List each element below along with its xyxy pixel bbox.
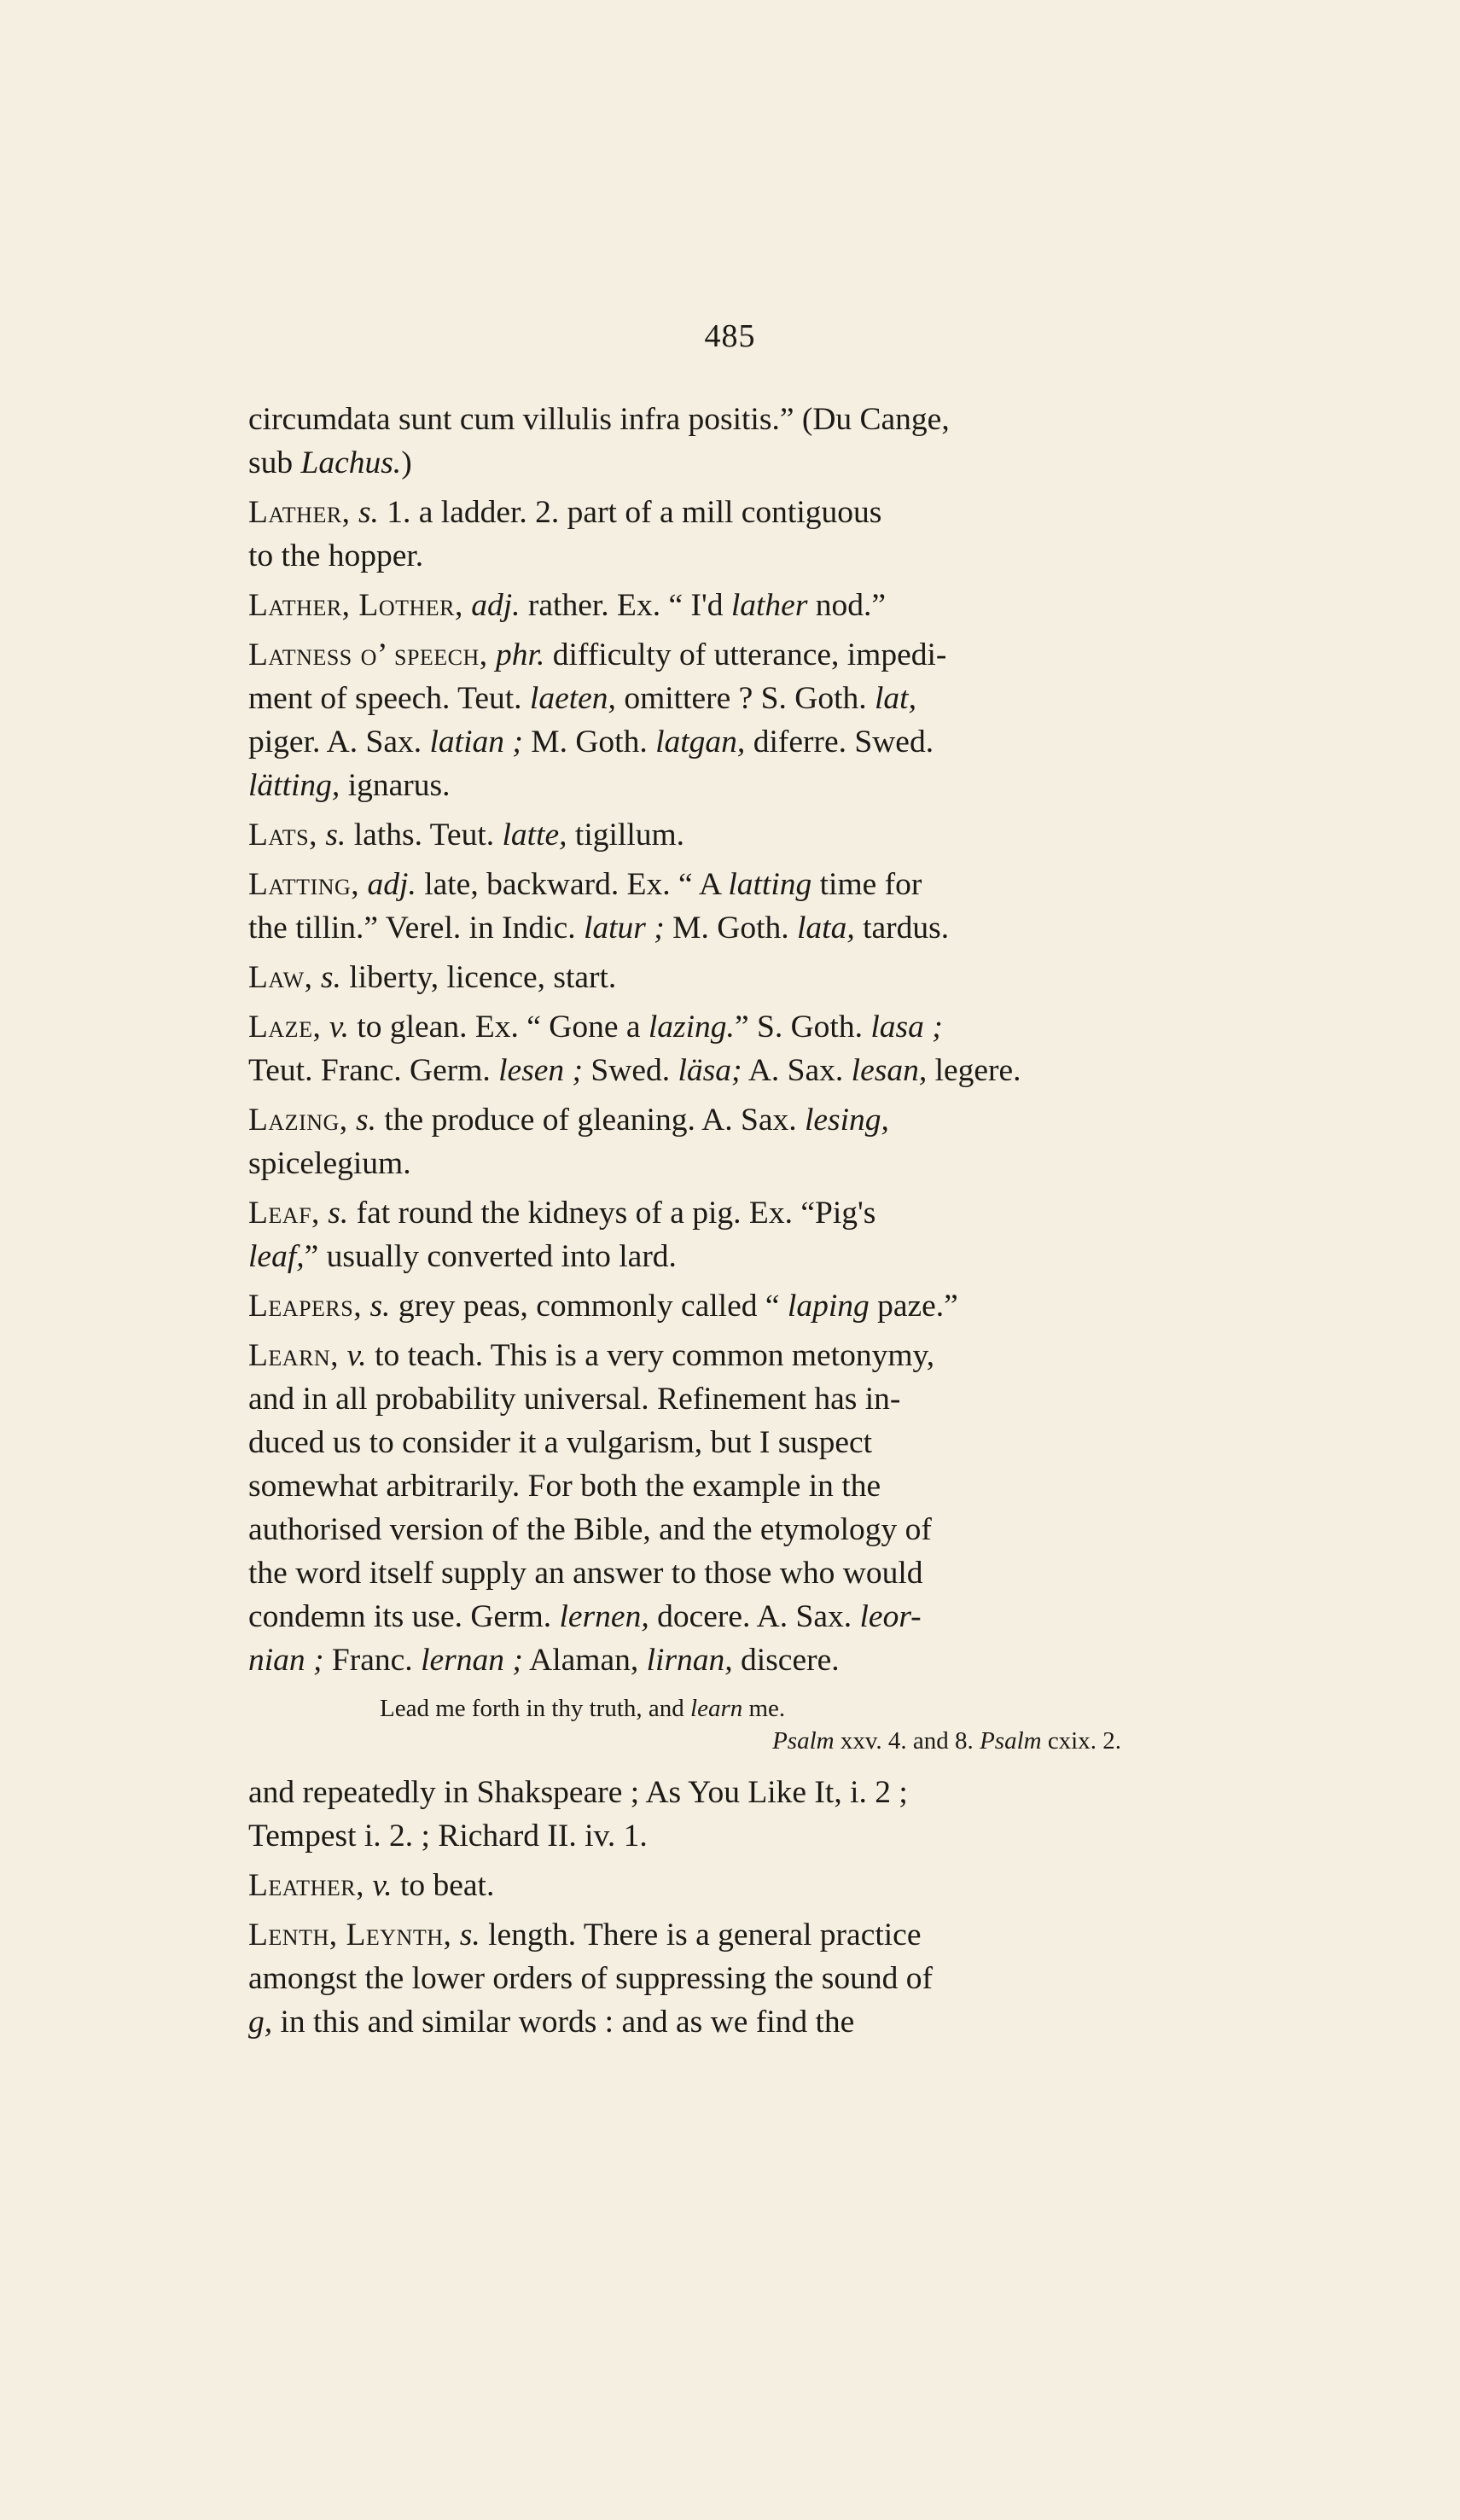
italic-run: latur ; bbox=[583, 911, 665, 946]
text-run: xxv. 4. and 8. bbox=[834, 1727, 980, 1755]
part-of-speech: v. bbox=[346, 1338, 367, 1373]
entry-law bbox=[248, 956, 1140, 999]
page-number: 485 bbox=[704, 318, 756, 354]
italic-run: g, bbox=[248, 2005, 273, 2040]
part-of-speech: s. bbox=[369, 1289, 391, 1324]
part-of-speech: s. bbox=[320, 960, 341, 995]
text-line: and in all probability universal. Refinement has in- bbox=[248, 1382, 901, 1417]
italic-run: lasa ; bbox=[870, 1010, 943, 1045]
headword: Lazing, bbox=[248, 1103, 348, 1138]
text-line: Tempest i. 2. ; Richard II. iv. 1. bbox=[248, 1819, 648, 1854]
definition: rather. Ex. “ I'd bbox=[520, 588, 731, 623]
definition: to teach. This is a very common metonymy, bbox=[366, 1338, 935, 1373]
definition: laths. Teut. bbox=[346, 818, 503, 853]
text-run: Teut. Franc. Germ. bbox=[248, 1053, 499, 1088]
text-line: amongst the lower orders of suppressing the sound of bbox=[248, 1961, 933, 1996]
text-line: the word itself supply an answer to those who would bbox=[248, 1556, 923, 1591]
definition: length. There is a general practice bbox=[480, 1918, 922, 1953]
definition: the produce of gleaning. A. Sax. bbox=[376, 1103, 805, 1138]
part-of-speech: s. bbox=[459, 1918, 480, 1953]
headword: Latness o’ speech, bbox=[248, 637, 488, 672]
text-run: Alaman, bbox=[522, 1643, 647, 1678]
italic-run: learn bbox=[690, 1695, 743, 1722]
definition: to beat. bbox=[392, 1868, 495, 1903]
text-line: somewhat arbitrarily. For both the example in the bbox=[248, 1469, 881, 1504]
italic-run: laeten, bbox=[529, 681, 616, 716]
italic-run: lesing, bbox=[804, 1103, 889, 1138]
headword: Latting, bbox=[248, 867, 360, 902]
part-of-speech: s. bbox=[356, 1103, 376, 1138]
entry-learn bbox=[248, 1334, 1140, 1858]
entry-latting bbox=[248, 863, 1140, 950]
part-of-speech: phr. bbox=[496, 637, 545, 672]
entry-lats bbox=[248, 813, 1140, 857]
text-line: spicelegium. bbox=[248, 1146, 411, 1181]
italic-run: läsa; bbox=[678, 1053, 742, 1088]
text-line: circumdata sunt cum villulis infra positis.” (Du Cange, bbox=[248, 402, 950, 437]
entry-latness bbox=[248, 633, 1140, 807]
italic-run: lather bbox=[730, 588, 808, 623]
text-run: M. Goth. bbox=[664, 911, 797, 946]
text-run: A. Sax. bbox=[742, 1053, 852, 1088]
definition: fat round the kidneys of a pig. Ex. “Pig's bbox=[348, 1196, 876, 1231]
headword: Law, bbox=[248, 960, 313, 995]
entry-lazing bbox=[248, 1098, 1140, 1185]
text-line: and repeatedly in Shakspeare ; As You Like It, i. 2 ; bbox=[248, 1775, 908, 1810]
entry-leather bbox=[248, 1864, 1140, 1907]
entry-leaf bbox=[248, 1191, 1140, 1278]
text-run: discere. bbox=[732, 1643, 840, 1678]
entry-lather bbox=[248, 491, 1140, 578]
italic-run: lata, bbox=[796, 911, 855, 946]
part-of-speech: v. bbox=[372, 1868, 393, 1903]
text-run: M. Goth. bbox=[522, 725, 656, 759]
italic-run: lazing. bbox=[648, 1010, 735, 1045]
italic-run: laping bbox=[787, 1289, 870, 1324]
definition: liberty, licence, start. bbox=[340, 960, 617, 995]
headword: Leapers, bbox=[248, 1289, 363, 1324]
part-of-speech: v. bbox=[329, 1010, 349, 1045]
italic-run: Psalm bbox=[772, 1727, 835, 1755]
italic-run: lernan ; bbox=[421, 1643, 523, 1678]
text-line bbox=[248, 441, 1140, 485]
headword: Lather, Lother, bbox=[248, 588, 463, 623]
text-run: nod.” bbox=[807, 588, 887, 623]
part-of-speech: adj. bbox=[367, 867, 416, 902]
italic-run: nian ; bbox=[248, 1643, 324, 1678]
text-run: ” S. Goth. bbox=[734, 1010, 871, 1045]
text-run: Franc. bbox=[323, 1643, 422, 1678]
italic-run: lat, bbox=[875, 681, 916, 716]
text-run: legere. bbox=[927, 1053, 1021, 1088]
italic-run: Lachus. bbox=[300, 445, 402, 480]
italic-run: lesan, bbox=[851, 1053, 928, 1088]
text-run: Lead me forth in thy truth, and bbox=[380, 1695, 691, 1722]
text-run: condemn its use. Germ. bbox=[248, 1599, 560, 1634]
text-line: duced us to consider it a vulgarism, but I suspect bbox=[248, 1425, 873, 1460]
scripture-quote bbox=[248, 1692, 1140, 1757]
text-run: diferre. Swed. bbox=[745, 725, 934, 759]
definition: late, backward. Ex. “ A bbox=[416, 867, 729, 902]
part-of-speech: s. bbox=[325, 818, 346, 853]
text-run: the tillin.” Verel. in Indic. bbox=[248, 911, 584, 946]
definition: grey peas, commonly called “ bbox=[390, 1289, 788, 1324]
text-run: tardus. bbox=[854, 911, 950, 946]
definition: difficulty of utterance, impedi- bbox=[544, 637, 947, 672]
italic-run: leaf, bbox=[248, 1239, 305, 1274]
headword: Lats, bbox=[248, 818, 318, 853]
text-run: Swed. bbox=[583, 1053, 678, 1088]
italic-run: latte, bbox=[502, 818, 567, 853]
text-run: in this and similar words : and as we find the bbox=[272, 2005, 855, 2040]
text-run: omittere ? S. Goth. bbox=[615, 681, 875, 716]
entry-laze bbox=[248, 1005, 1140, 1092]
italic-run: latgan, bbox=[655, 725, 746, 759]
text-run: time for bbox=[811, 867, 922, 902]
italic-run: latting bbox=[728, 867, 812, 902]
italic-run: Psalm bbox=[980, 1727, 1042, 1755]
body-text bbox=[248, 398, 1140, 2050]
text-run: me. bbox=[742, 1695, 786, 1722]
italic-run: lirnan, bbox=[646, 1643, 733, 1678]
continuation-paragraph bbox=[248, 398, 1140, 485]
headword: Learn, bbox=[248, 1338, 340, 1373]
part-of-speech: s. bbox=[328, 1196, 349, 1231]
text-run: ment of speech. Teut. bbox=[248, 681, 530, 716]
part-of-speech: adj. bbox=[471, 588, 521, 623]
entry-lenth bbox=[248, 1913, 1140, 2044]
text-run: ignarus. bbox=[340, 768, 451, 803]
entry-lather-lother bbox=[248, 584, 1140, 627]
italic-run: lernen, bbox=[559, 1599, 649, 1634]
headword: Lather, bbox=[248, 495, 351, 530]
headword: Leather, bbox=[248, 1868, 364, 1903]
text-run: cxix. 2. bbox=[1041, 1727, 1121, 1755]
text-run: paze.” bbox=[869, 1289, 958, 1324]
text-run: ” usually converted into lard. bbox=[304, 1239, 677, 1274]
headword: Laze, bbox=[248, 1010, 322, 1045]
italic-run: lesen ; bbox=[498, 1053, 584, 1088]
italic-run: leor- bbox=[859, 1599, 922, 1634]
text-run: ) bbox=[401, 445, 412, 480]
definition: to the hopper. bbox=[248, 538, 424, 573]
headword: Leaf, bbox=[248, 1196, 320, 1231]
part-of-speech: s. bbox=[358, 495, 379, 530]
text-run: tigillum. bbox=[567, 818, 685, 853]
headword: Lenth, Leynth, bbox=[248, 1918, 452, 1953]
text-run: piger. A. Sax. bbox=[248, 725, 430, 759]
definition: to glean. Ex. “ Gone a bbox=[348, 1010, 649, 1045]
definition: 1. a ladder. 2. part of a mill contiguous bbox=[378, 495, 882, 530]
entry-leapers bbox=[248, 1284, 1140, 1328]
italic-run: lätting, bbox=[248, 768, 340, 803]
text-run: sub bbox=[248, 445, 301, 480]
italic-run: latian ; bbox=[429, 725, 523, 759]
text-line: authorised version of the Bible, and the etymology of bbox=[248, 1512, 932, 1547]
text-run: docere. A. Sax. bbox=[649, 1599, 860, 1634]
